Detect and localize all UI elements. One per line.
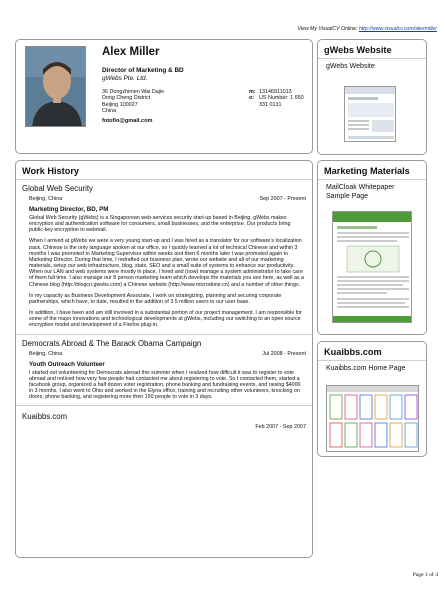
kuaibbs-thumbnail-image <box>327 386 419 452</box>
visualcv-link[interactable]: http://www.visualcv.com/alexmiller <box>358 26 437 32</box>
job-org: Democrats Abroad & The Barack Obama Campaign <box>22 338 202 348</box>
job-meta <box>29 351 306 360</box>
job-entry <box>16 335 312 401</box>
marketing-heading: Marketing Materials <box>318 161 426 180</box>
job-meta <box>29 424 306 433</box>
marketing-thumbnail-image <box>333 212 412 323</box>
job-dates: Feb 2007 - Sep 2007 <box>255 424 306 431</box>
mobile-label: m: <box>249 89 256 95</box>
other-phone-line1: US Number: 1 650 <box>259 95 304 102</box>
job-location: Beijing, China <box>29 350 63 357</box>
address-line: Dong Cheng District <box>102 95 151 102</box>
job-dates: Sep 2007 - Present <box>259 196 306 202</box>
kuaibbs-panel <box>317 341 427 457</box>
address-line: 36 Dongzhimen Wai Dajie <box>102 89 165 95</box>
other-phone-label: o: <box>249 95 255 102</box>
marketing-caption[interactable]: MailCloak Whitepaper Sample Page <box>326 184 395 200</box>
job-paragraph: I started out volunteering for Democrats abroad this summer when I realized how difficult it was to register to vote abroad and noticed how very few people had contacted me about registering to vote. So I contacted them, started a facebook group, organized a half dozen voter registration, phone banking and fundraising events, and raising $4000 in 3 months. I also went to Ohio and worked in the Elyria office, training and recruiting other volunteers, knocking on doors, phone banking, and registering more then 150 people to vote in 3 days. <box>29 369 301 401</box>
visualcv-link-line <box>297 26 437 32</box>
address-line: China <box>102 107 117 114</box>
job-role: Youth Outreach Volunteer <box>29 360 105 368</box>
website-caption[interactable]: gWebs Website <box>326 63 375 70</box>
job-paragraph: When I arrived at gWebs we were a very young start-up and I was hired as a translator for our software's localization pack. Chinese is the only language spoken at our office, so I quickly learned a lot of technical Chinese and within 3 months I was promoted to Marketing Supervisor within weeks and then 6 months later I was promoted again to Marketing Director. During that time, I redrafted our business plan, wrote our website and all of our marketing materials, setup our web infrastructure, blog, stats, SEO and a small suite of systems to enhance our productivity. When our LAN and web systems were mostly in place, I hired and (now) manage a system administrator to take care of them full time. I also manage our 8 person marketing team which develops the materials you see here, as well as a Chinese blog (http://blogcn.gwebs.com) a Chinese website (http://www.microdone.cn) and a number of other things. <box>29 238 304 288</box>
work-history-panel <box>15 160 313 558</box>
profile-email[interactable]: fotofio@gmail.com <box>102 118 153 124</box>
profile-title: Director of Marketing & BD <box>102 67 184 74</box>
profile-contact <box>249 89 311 108</box>
kuaibbs-heading: Kuaibbs.com <box>318 342 426 361</box>
visualcv-link-label: View My VisualCV Online: <box>297 26 358 32</box>
marketing-thumbnail[interactable] <box>332 211 412 323</box>
job-paragraph: In my capacity as Business Development Associate, I work on strategizing, planning and securing corporate partnerships, which have, to date, resulted in the addition of 3.5 million users to our user base. <box>29 292 282 305</box>
job-org: Kuaibbs.com <box>22 412 68 422</box>
kuaibbs-caption[interactable]: Kuaibbs.com Home Page <box>326 365 406 372</box>
other-phone-line2: 331 0131 <box>259 101 282 108</box>
marketing-panel <box>317 160 427 335</box>
job-meta <box>29 196 306 205</box>
kuaibbs-thumbnail[interactable] <box>326 385 419 452</box>
website-heading: gWebs Website <box>318 40 426 59</box>
job-entry <box>16 406 312 433</box>
mobile-number: 13146911013 <box>259 89 292 95</box>
profile-address <box>102 89 164 114</box>
job-paragraph: In addition, I have been and am still involved in a substantial portion of our project management. I am responsible for some of the major innovations and technological developments at gWebs, including our switching to an open source encryption model and development of a Firefox plug-in. <box>29 310 302 329</box>
work-history-heading: Work History <box>16 161 312 180</box>
profile-card <box>15 39 313 154</box>
profile-name: Alex Miller <box>102 46 160 58</box>
website-thumbnail-image <box>345 87 396 142</box>
job-org: Global Web Security <box>22 184 93 193</box>
profile-photo-image <box>26 47 86 127</box>
job-role: Marketing Director, BD, PM <box>29 206 109 213</box>
job-entry <box>16 180 312 329</box>
job-location: Beijing, China <box>29 196 63 202</box>
address-line: Beijing 100027 <box>102 101 138 108</box>
profile-photo <box>25 46 86 127</box>
page-number: Page 1 of 4 <box>412 572 438 578</box>
job-dates: Jul 2008 - Present <box>262 350 306 357</box>
profile-company: gWebs Pte. Ltd. <box>102 75 148 82</box>
website-thumbnail[interactable] <box>344 86 396 142</box>
website-panel <box>317 39 427 155</box>
job-paragraph: Global Web Security (gWebs) is a Singaporean web-services security start-up based in Beijing. gWebs makes encryption and authentication software for consumers, small businesses, and the enterprise. Our products bring public-key encryption to webmail. <box>29 215 291 234</box>
